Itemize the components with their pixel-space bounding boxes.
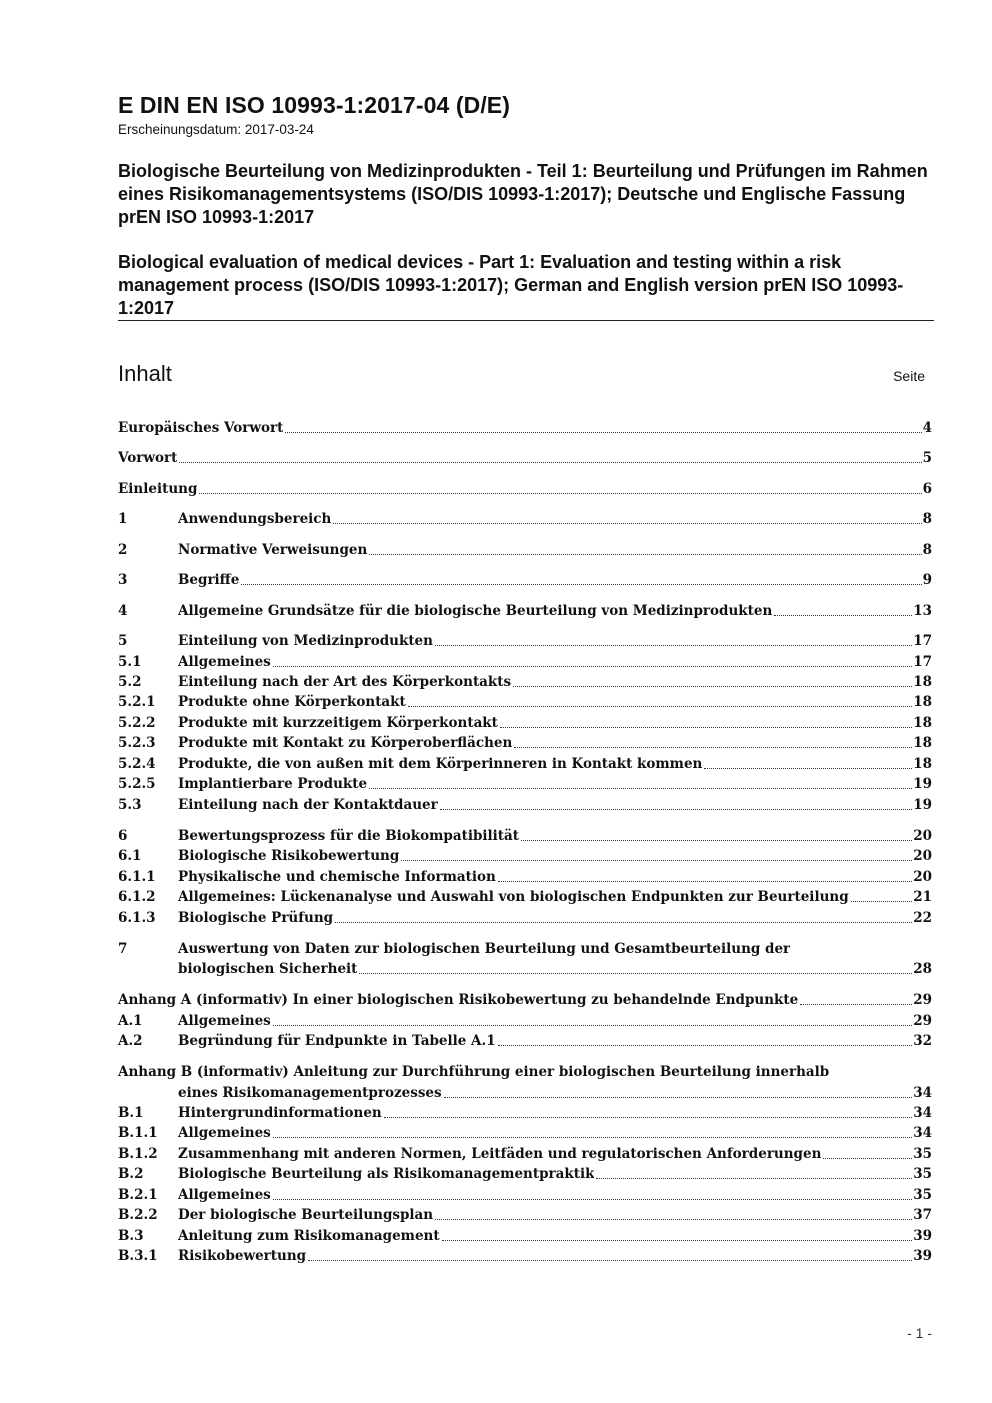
toc-entry-page: 34 xyxy=(913,1125,932,1141)
toc-entry-number: 5.3 xyxy=(118,797,142,813)
toc-entry-number: 5 xyxy=(118,633,128,649)
toc-entry-number: 7 xyxy=(118,941,128,957)
toc-entry-number: 6 xyxy=(118,828,128,844)
toc-entry[interactable] xyxy=(118,733,932,753)
toc-entry-title-continuation[interactable]: biologischen Sicherheit xyxy=(178,961,358,977)
toc-entry-title[interactable]: Europäisches Vorwort xyxy=(118,420,284,436)
toc-entry-title[interactable]: Allgemeines xyxy=(178,654,271,670)
toc-dot-leader xyxy=(498,881,912,882)
toc-entry[interactable] xyxy=(118,754,932,774)
toc-entry-line xyxy=(118,939,932,959)
toc-entry-number: 3 xyxy=(118,572,128,588)
title-english: Biological evaluation of medical devices - Part 1: Evaluation and testing within a risk management process (ISO/DIS 10993-1:2017); German and English version prEN ISO 10993-1:2017 xyxy=(118,252,904,318)
toc-dot-leader xyxy=(369,788,912,789)
toc-dot-leader xyxy=(513,686,912,687)
toc-entry[interactable] xyxy=(118,1226,932,1246)
toc-entry-page: 34 xyxy=(913,1105,932,1121)
toc-entry-number: B.3 xyxy=(118,1228,144,1244)
toc-entry-title[interactable]: Einteilung nach der Kontaktdauer xyxy=(178,797,438,813)
toc-entry[interactable] xyxy=(118,887,932,907)
toc-entry-page: 8 xyxy=(922,542,932,558)
toc-entry-number: 4 xyxy=(118,603,128,619)
toc-entry-page: 13 xyxy=(913,603,932,619)
toc-entry-number: B.1 xyxy=(118,1105,144,1121)
toc-entry-title[interactable]: Einleitung xyxy=(118,481,198,497)
toc-entry-number: A.1 xyxy=(118,1013,143,1029)
toc-dot-leader xyxy=(500,727,912,728)
toc-entry-title[interactable]: Bewertungsprozess für die Biokompatibilität xyxy=(178,828,520,844)
toc-entry[interactable] xyxy=(118,1144,932,1164)
title-german: Biologische Beurteilung von Medizinprodukten - Teil 1: Beurteilung und Prüfungen im Rahmen eines Risikomanagementsystems (ISO/DIS 10993-1:2017); Deutsche und Englische Fassung prEN ISO 10993-1:2017 xyxy=(118,161,928,227)
toc-dot-leader xyxy=(498,1045,913,1046)
toc-entry-title[interactable]: Implantierbare Produkte xyxy=(178,776,368,792)
toc-entry-number: 5.2.5 xyxy=(118,776,156,792)
toc-entry-title[interactable]: Produkte, die von außen mit dem Körperinneren in Kontakt kommen xyxy=(178,756,703,772)
toc-entry[interactable] xyxy=(118,713,932,733)
toc-entry-title[interactable]: Anwendungsbereich xyxy=(178,511,332,527)
toc-entry[interactable] xyxy=(118,959,932,979)
toc-dot-leader xyxy=(851,901,913,902)
toc-entry-number: 5.2.2 xyxy=(118,715,156,731)
toc-dot-leader xyxy=(440,809,912,810)
toc-entry[interactable] xyxy=(118,652,932,672)
toc-dot-leader xyxy=(444,1097,913,1098)
document-id: E DIN EN ISO 10993-1:2017-04 (D/E) xyxy=(118,92,511,118)
page-number: - 1 - xyxy=(907,1325,932,1341)
toc-entry-page: 18 xyxy=(913,756,932,772)
toc-entry-page: 29 xyxy=(913,992,932,1008)
toc-entry-title-continuation[interactable]: eines Risikomanagementprozesses xyxy=(178,1085,442,1101)
toc-entry-page: 9 xyxy=(922,572,932,588)
toc-entry-page: 18 xyxy=(913,735,932,751)
publication-date: Erscheinungsdatum: 2017-03-24 xyxy=(118,122,314,137)
toc-entry[interactable] xyxy=(118,826,932,846)
toc-entry-number: 1 xyxy=(118,511,128,527)
toc-entry-title[interactable]: Einteilung von Medizinprodukten xyxy=(178,633,433,649)
toc-entry-number: 5.2.1 xyxy=(118,694,156,710)
toc-dot-leader xyxy=(774,615,912,616)
toc-heading: Inhalt xyxy=(118,361,172,386)
toc-entry[interactable] xyxy=(118,1185,932,1205)
toc-dot-leader xyxy=(273,1137,912,1138)
toc-entry-title[interactable]: Vorwort xyxy=(118,450,178,466)
toc-entry[interactable] xyxy=(118,990,932,1010)
toc-entry-page: 39 xyxy=(913,1248,932,1264)
toc-entry-number: B.2 xyxy=(118,1166,144,1182)
toc-entry-number: 5.1 xyxy=(118,654,142,670)
toc-entry-number: B.2.1 xyxy=(118,1187,158,1203)
toc-entry-title[interactable]: Biologische Beurteilung als Risikomanagementpraktik xyxy=(178,1166,595,1182)
toc-entry[interactable] xyxy=(118,1083,932,1103)
toc-entry-title[interactable]: Auswertung von Daten zur biologischen Beurteilung und Gesamtbeurteilung der xyxy=(178,941,791,957)
toc-dot-leader xyxy=(199,493,921,494)
toc-entry-number: B.3.1 xyxy=(118,1248,158,1264)
toc-entry[interactable] xyxy=(118,1103,932,1123)
toc-entry-title[interactable]: Produkte ohne Körperkontakt xyxy=(178,694,406,710)
toc-entry-page: 28 xyxy=(913,961,932,977)
toc-entry[interactable] xyxy=(118,1123,932,1143)
toc-entry[interactable] xyxy=(118,418,932,438)
toc-entry-number: B.1.1 xyxy=(118,1125,158,1141)
toc-dot-leader xyxy=(241,584,921,585)
toc-entry-title[interactable]: Anhang A (informativ) In einer biologischen Risikobewertung zu behandelnde Endpunkte xyxy=(118,992,799,1008)
toc-entry-page: 39 xyxy=(913,1228,932,1244)
toc-dot-leader xyxy=(359,973,912,974)
toc-dot-leader xyxy=(369,554,921,555)
toc-entry-number: 6.1.3 xyxy=(118,910,156,926)
toc-entry-number: 6.1.2 xyxy=(118,889,156,905)
toc-entry-title[interactable]: Produkte mit Kontakt zu Körperoberflächen xyxy=(178,735,513,751)
toc-entry-page: 8 xyxy=(922,511,932,527)
toc-dot-leader xyxy=(800,1004,912,1005)
toc-entry[interactable] xyxy=(118,570,932,590)
toc-entry-title[interactable]: Produkte mit kurzzeitigem Körperkontakt xyxy=(178,715,498,731)
toc-entry[interactable] xyxy=(118,846,932,866)
toc-entry-number: 6.1 xyxy=(118,848,142,864)
toc-entry[interactable] xyxy=(118,631,932,651)
toc-entry[interactable] xyxy=(118,1164,932,1184)
toc-entry-title[interactable]: Begründung für Endpunkte in Tabelle A.1 xyxy=(178,1033,496,1049)
toc-entry-title[interactable]: Biologische Risikobewertung xyxy=(178,848,400,864)
toc-entry-title[interactable]: Allgemeines xyxy=(178,1013,271,1029)
toc-entry[interactable] xyxy=(118,479,932,499)
toc-entry-page: 18 xyxy=(913,674,932,690)
toc-dot-leader xyxy=(408,706,912,707)
toc-entry-page: 32 xyxy=(913,1033,932,1049)
toc-entry-number: 2 xyxy=(118,542,128,558)
toc-entry-number: B.2.2 xyxy=(118,1207,158,1223)
toc-entry-title[interactable]: Der biologische Beurteilungsplan xyxy=(178,1207,434,1223)
toc-dot-leader xyxy=(435,645,912,646)
toc-dot-leader xyxy=(401,860,912,861)
toc-entry[interactable] xyxy=(118,795,932,815)
toc-entry[interactable] xyxy=(118,908,932,928)
toc-dot-leader xyxy=(596,1178,912,1179)
toc-dot-leader xyxy=(273,666,912,667)
toc-entry[interactable] xyxy=(118,1011,932,1031)
toc-entry-number: 5.2.3 xyxy=(118,735,156,751)
toc-entry-page: 18 xyxy=(913,715,932,731)
toc-dot-leader xyxy=(273,1199,912,1200)
toc-entry-number: 5.2.4 xyxy=(118,756,156,772)
header-divider xyxy=(118,320,934,321)
toc-dot-leader xyxy=(273,1025,912,1026)
toc-entry-title[interactable]: Begriffe xyxy=(178,572,240,588)
toc-entry[interactable] xyxy=(118,1031,932,1051)
toc-entry-title[interactable]: Zusammenhang mit anderen Normen, Leitfäden und regulatorischen Anforderungen xyxy=(178,1146,822,1162)
toc-dot-leader xyxy=(514,747,912,748)
toc-entry[interactable] xyxy=(118,448,932,468)
toc-entry-page: 5 xyxy=(922,450,932,466)
toc-entry-number: 6.1.1 xyxy=(118,869,156,885)
toc-entry-page: 21 xyxy=(913,889,932,905)
toc-entry[interactable] xyxy=(118,672,932,692)
toc-entry-number: 5.2 xyxy=(118,674,142,690)
toc-entry-page: 35 xyxy=(913,1146,932,1162)
toc-entry-page: 19 xyxy=(913,776,932,792)
toc-entry-page: 35 xyxy=(913,1187,932,1203)
toc-dot-leader xyxy=(335,922,912,923)
toc-dot-leader xyxy=(521,840,912,841)
toc-entry-title[interactable]: Allgemeines: Lückenanalyse und Auswahl von biologischen Endpunkten zur Beurteilung xyxy=(178,889,849,905)
toc-entry-page: 29 xyxy=(913,1013,932,1029)
toc-entry-page: 6 xyxy=(922,481,932,497)
toc-entry-line xyxy=(118,1062,932,1082)
toc-entry-page: 18 xyxy=(913,694,932,710)
toc-entry-page: 20 xyxy=(913,848,932,864)
toc-entry-title[interactable]: Hintergrundinformationen xyxy=(178,1105,382,1121)
toc-entry[interactable] xyxy=(118,867,932,887)
toc-dot-leader xyxy=(823,1158,912,1159)
toc-entry-title[interactable]: Einteilung nach der Art des Körperkontakts xyxy=(178,674,512,690)
toc-dot-leader xyxy=(285,432,921,433)
toc-entry-page: 22 xyxy=(913,910,932,926)
toc-dot-leader xyxy=(333,523,921,524)
toc-dot-leader xyxy=(704,768,912,769)
toc-entry-title[interactable]: Biologische Prüfung xyxy=(178,910,334,926)
toc-entry[interactable] xyxy=(118,509,932,529)
toc-entry-page: 20 xyxy=(913,869,932,885)
toc-entry-number: A.2 xyxy=(118,1033,143,1049)
toc-entry-page: 4 xyxy=(922,420,932,436)
toc-entry[interactable] xyxy=(118,774,932,794)
toc-dot-leader xyxy=(442,1240,913,1241)
toc-entry[interactable] xyxy=(118,601,932,621)
toc-entry[interactable] xyxy=(118,540,932,560)
toc-dot-leader xyxy=(179,462,921,463)
toc-entry-page: 35 xyxy=(913,1166,932,1182)
toc-entry-page: 34 xyxy=(913,1085,932,1101)
toc-entry-title[interactable]: Anleitung zum Risikomanagement xyxy=(178,1228,440,1244)
toc-dot-leader xyxy=(384,1117,912,1118)
toc-page-column-label: Seite xyxy=(893,368,925,384)
toc-entry-page: 17 xyxy=(913,633,932,649)
toc-dot-leader xyxy=(308,1260,912,1261)
toc-entry-page: 19 xyxy=(913,797,932,813)
toc-entry-page: 20 xyxy=(913,828,932,844)
toc-entry-title[interactable]: Allgemeines xyxy=(178,1187,271,1203)
toc-entry[interactable] xyxy=(118,1246,932,1266)
toc-entry-title[interactable]: Risikobewertung xyxy=(178,1248,307,1264)
toc-entry-number: B.1.2 xyxy=(118,1146,158,1162)
toc-entry-page: 37 xyxy=(913,1207,932,1223)
toc-entry-title[interactable]: Allgemeines xyxy=(178,1125,271,1141)
toc-entry-title[interactable]: Normative Verweisungen xyxy=(178,542,368,558)
toc-dot-leader xyxy=(435,1219,912,1220)
toc-entry-page: 17 xyxy=(913,654,932,670)
toc-entry-title[interactable]: Anhang B (informativ) Anleitung zur Durchführung einer biologischen Beurteilung innerhalb xyxy=(118,1064,830,1080)
toc-entry[interactable] xyxy=(118,1205,932,1225)
toc-entry-title[interactable]: Allgemeine Grundsätze für die biologische Beurteilung von Medizinprodukten xyxy=(178,603,773,619)
toc-entry[interactable] xyxy=(118,692,932,712)
toc-entry-title[interactable]: Physikalische und chemische Information xyxy=(178,869,496,885)
